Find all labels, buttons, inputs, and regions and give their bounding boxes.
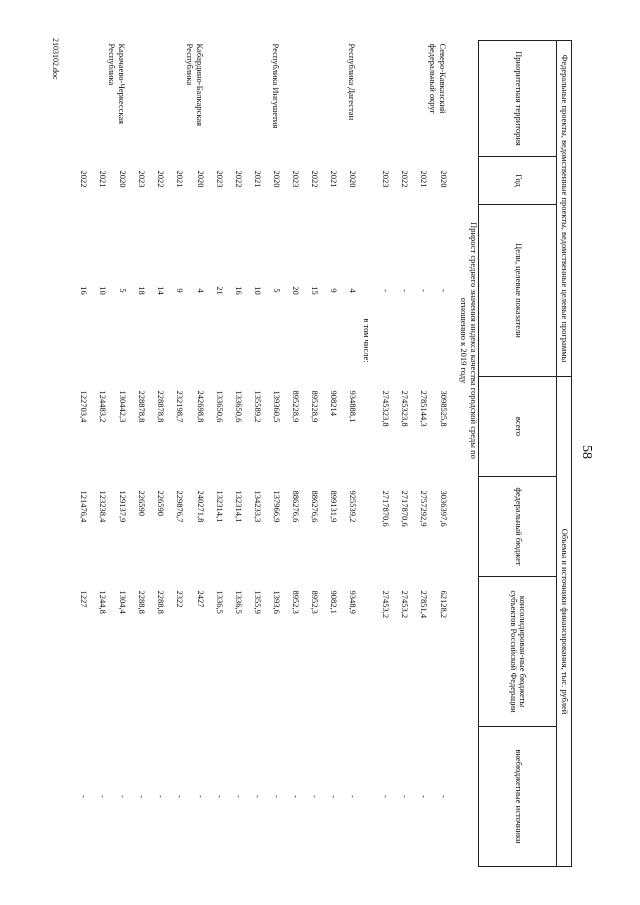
indicator-cell: 14: [156, 286, 167, 295]
table-header: [479, 41, 572, 867]
federal-cell: 123238,4: [98, 490, 109, 523]
year-cell: 2022: [309, 170, 320, 188]
federal-cell: 132314,1: [214, 490, 225, 523]
table-row: [243, 41, 262, 867]
rotated-landscape-sheet: [40, 32, 600, 872]
total-cell: 139360,5: [271, 390, 282, 423]
indicator-cell: 16: [79, 286, 90, 295]
year-cell: 2023: [290, 170, 301, 188]
offbudget-cell: -: [79, 795, 90, 798]
indicator-cell: 20: [290, 286, 301, 295]
indicator-cell: -: [439, 289, 450, 292]
footer-code: 2103102.doc: [51, 38, 60, 80]
page-number: 58: [579, 445, 594, 459]
total-cell: 2745323,8: [399, 390, 410, 427]
indicator-cell: 16: [233, 286, 244, 295]
territory-cell: Кабардино-Балкарская Республика: [184, 43, 205, 127]
federal-cell: 240271,8: [195, 490, 206, 523]
offbudget-cell: -: [347, 795, 358, 798]
territory-cell: [146, 41, 165, 157]
consolidated-cell: 27453,2: [399, 590, 410, 619]
header-territory: Приоритетная территория: [479, 41, 557, 157]
subheading: в том числе:: [361, 318, 372, 363]
federal-cell: 226590: [156, 490, 167, 516]
territory-cell: [127, 41, 146, 157]
territory-cell: [281, 41, 300, 157]
table-row: [205, 41, 224, 867]
year-cell: 2020: [439, 170, 450, 188]
federal-cell: 129137,9: [118, 490, 129, 523]
year-cell: 2021: [252, 170, 263, 188]
consolidated-cell: 27453,2: [380, 590, 391, 619]
total-cell: 133650,6: [233, 390, 244, 423]
offbudget-cell: -: [118, 795, 129, 798]
indicator-cell: 9: [328, 288, 339, 293]
federal-cell: 925539,2: [347, 490, 358, 523]
year-cell: 2023: [137, 170, 148, 188]
territory-cell: [69, 41, 88, 157]
total-cell: 934888,1: [347, 390, 358, 423]
table-row: [127, 41, 146, 867]
offbudget-cell: -: [195, 795, 206, 798]
offbudget-cell: -: [271, 795, 282, 798]
consolidated-cell: 1227: [79, 590, 90, 608]
table-row: [390, 41, 409, 867]
consolidated-cell: 2322: [175, 590, 186, 608]
indicator-cell: -: [418, 289, 429, 292]
federal-cell: 2717870,6: [399, 490, 410, 527]
territory-cell: [224, 41, 243, 157]
territory-cell: [165, 41, 184, 157]
year-cell: 2021: [98, 170, 109, 188]
federal-cell: 3036397,6: [439, 490, 450, 527]
total-cell: 133650,6: [214, 390, 225, 423]
offbudget-cell: -: [175, 795, 186, 798]
territory-cell: Республика Ингушетия: [270, 43, 281, 129]
year-cell: 2022: [79, 170, 90, 188]
year-cell: 2023: [380, 170, 391, 188]
offbudget-cell: -: [98, 795, 109, 798]
territory-cell: Северо-Кавказский федеральный округ: [428, 43, 449, 115]
federal-cell: 134233,3: [252, 490, 263, 523]
indicator-cell: -: [380, 289, 391, 292]
table-row: [262, 41, 281, 867]
table-row: [319, 41, 338, 867]
table-row: [88, 41, 107, 867]
year-cell: 2020: [118, 170, 129, 188]
total-cell: 2745323,8: [380, 390, 391, 427]
indicator-cell: 5: [271, 288, 282, 293]
territory-cell: [243, 41, 262, 157]
indicator-cell: 4: [195, 288, 206, 293]
year-cell: 2020: [271, 170, 282, 188]
table-row: [409, 41, 428, 867]
table-row: [371, 41, 390, 867]
territory-cell: Республика Дагестан: [346, 43, 357, 121]
goal-text: Прирост среднего значения индекса качества городской среды по отношению к 2019 году: [459, 222, 480, 459]
year-cell: 2022: [399, 170, 410, 188]
indicator-cell: 21: [214, 286, 225, 295]
offbudget-cell: -: [137, 795, 148, 798]
total-cell: 228878,8: [137, 390, 148, 423]
federal-cell: 886276,6: [309, 490, 320, 523]
indicator-cell: 5: [118, 288, 129, 293]
offbudget-cell: -: [399, 795, 410, 798]
offbudget-cell: -: [309, 795, 320, 798]
consolidated-cell: 8952,3: [290, 590, 301, 614]
table-row: [165, 41, 184, 867]
year-cell: 2023: [214, 170, 225, 188]
funding-table: [69, 40, 572, 867]
year-cell: 2021: [328, 170, 339, 188]
header-programs: Федеральные проекты, ведомственные проекты, ведомственные целевые программы: [557, 41, 572, 377]
total-cell: 130442,3: [118, 390, 129, 423]
federal-cell: 121476,4: [79, 490, 90, 523]
total-cell: 895228,9: [290, 390, 301, 423]
total-cell: 895228,9: [309, 390, 320, 423]
territory-cell: Карачаево-Черкесская Республика: [107, 43, 128, 125]
consolidated-cell: 1336,5: [214, 590, 225, 614]
consolidated-cell: 9348,9: [347, 590, 358, 614]
territory-cell: [88, 41, 107, 157]
total-cell: 122703,4: [79, 390, 90, 423]
indicator-cell: 15: [309, 286, 320, 295]
consolidated-cell: 1336,5: [233, 590, 244, 614]
offbudget-cell: -: [328, 795, 339, 798]
subheading-row: [357, 41, 371, 867]
table-row: [300, 41, 319, 867]
total-cell: 124483,2: [98, 390, 109, 423]
table-body: [69, 41, 479, 867]
offbudget-cell: -: [290, 795, 301, 798]
year-cell: 2021: [175, 170, 186, 188]
consolidated-cell: 1304,4: [118, 590, 129, 614]
consolidated-cell: 2427: [195, 590, 206, 608]
federal-cell: 229876,7: [175, 490, 186, 523]
header-consolidated: консолидирован-ные бюджеты субъектов Российской Федерации: [479, 577, 557, 727]
territory-cell: [319, 41, 338, 157]
federal-cell: 132314,1: [233, 490, 244, 523]
consolidated-cell: 2288,8: [137, 590, 148, 614]
header-year: Год: [479, 157, 557, 205]
offbudget-cell: -: [214, 795, 225, 798]
indicator-cell: 10: [252, 286, 263, 295]
territory-cell: [205, 41, 224, 157]
goal-row: [448, 41, 479, 867]
total-cell: 135589,2: [252, 390, 263, 423]
territory-cell: [300, 41, 319, 157]
consolidated-cell: 62128,2: [439, 590, 450, 619]
consolidated-cell: 8952,3: [309, 590, 320, 614]
header-funding: Объемы и источники финансирования, тыс. рублей: [557, 377, 572, 867]
indicator-cell: 4: [347, 288, 358, 293]
federal-cell: 886276,6: [290, 490, 301, 523]
consolidated-cell: 2288,8: [156, 590, 167, 614]
table-row: [146, 41, 165, 867]
indicator-cell: 10: [98, 286, 109, 295]
total-cell: 908214: [328, 390, 339, 416]
header-federal-budget: федеральный бюджет: [479, 477, 557, 577]
total-cell: 3098525,8: [439, 390, 450, 427]
year-cell: 2022: [156, 170, 167, 188]
year-cell: 2021: [418, 170, 429, 188]
federal-cell: 899131,9: [328, 490, 339, 523]
table-row: [281, 41, 300, 867]
territory-cell: [371, 41, 390, 157]
federal-cell: 137966,9: [271, 490, 282, 523]
table-row: [69, 41, 88, 867]
consolidated-cell: 1393,6: [271, 590, 282, 614]
consolidated-cell: 27851,4: [418, 590, 429, 619]
offbudget-cell: -: [380, 795, 391, 798]
total-cell: 242698,8: [195, 390, 206, 423]
year-cell: 2020: [347, 170, 358, 188]
total-cell: 2785144,3: [418, 390, 429, 427]
consolidated-cell: 1244,8: [98, 590, 109, 614]
federal-cell: 226590: [137, 490, 148, 516]
year-cell: 2022: [233, 170, 244, 188]
federal-cell: 2757292,9: [418, 490, 429, 527]
offbudget-cell: -: [233, 795, 244, 798]
offbudget-cell: -: [156, 795, 167, 798]
header-off-budget: внебюджетные источники: [479, 727, 557, 867]
header-total: всего: [479, 377, 557, 477]
federal-cell: 2717870,6: [380, 490, 391, 527]
offbudget-cell: -: [252, 795, 263, 798]
consolidated-cell: 9082,1: [328, 590, 339, 614]
indicator-cell: 18: [137, 286, 148, 295]
table-row: [428, 41, 448, 867]
header-goals: Цели, целевые показатели: [479, 205, 557, 377]
indicator-cell: 9: [175, 288, 186, 293]
total-cell: 232198,7: [175, 390, 186, 423]
table-row: [107, 41, 127, 867]
offbudget-cell: -: [418, 795, 429, 798]
year-cell: 2020: [195, 170, 206, 188]
total-cell: 228878,8: [156, 390, 167, 423]
indicator-cell: -: [399, 289, 410, 292]
table-row: [224, 41, 243, 867]
table-row: [184, 41, 204, 867]
table-row: [338, 41, 357, 867]
territory-cell: [409, 41, 428, 157]
offbudget-cell: -: [439, 795, 450, 798]
consolidated-cell: 1355,9: [252, 590, 263, 614]
territory-cell: [390, 41, 409, 157]
